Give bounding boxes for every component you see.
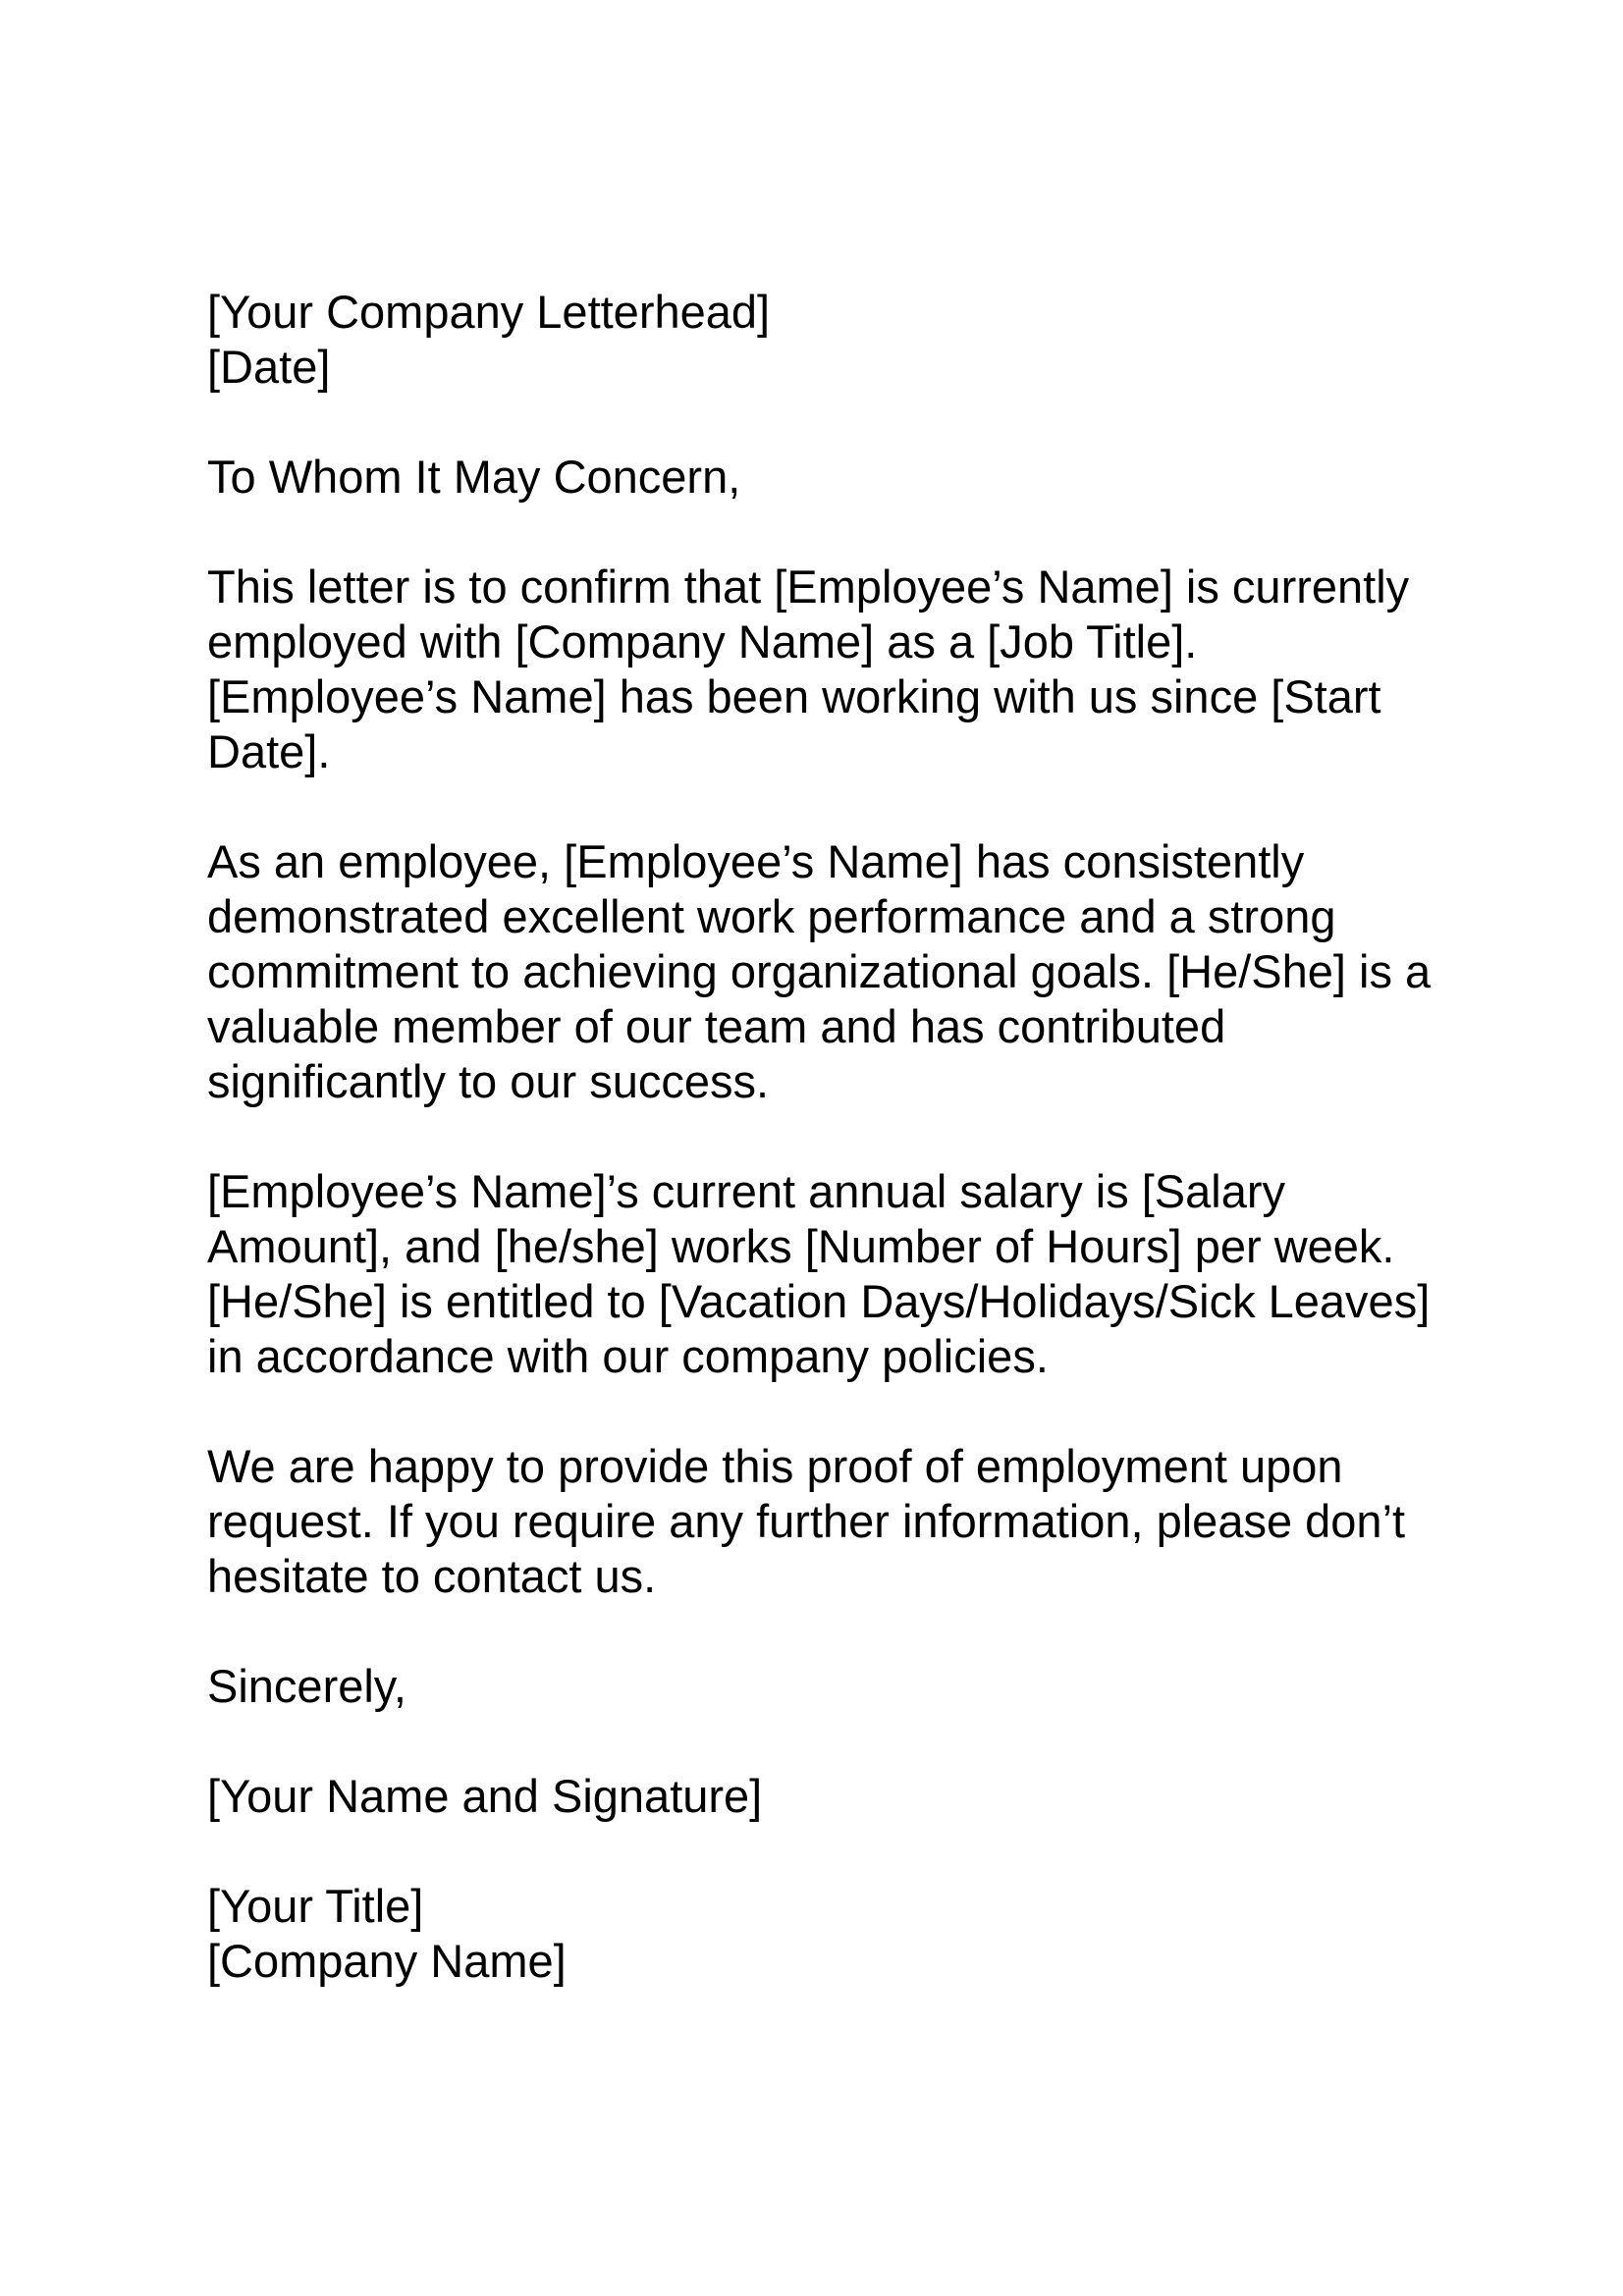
paragraph-line: This letter is to confirm that [Employee’s Name] is currently [207,561,1410,613]
spacer [207,395,1503,450]
paragraph-line: [Employee’s Name]’s current annual salary is [Salary [207,1165,1286,1217]
paragraph-line: hesitate to contact us. [207,1550,657,1602]
date-placeholder: [Date] [207,341,331,393]
paragraph-line: [Employee’s Name] has been working with us since [Start [207,670,1381,722]
paragraph-employment-confirmation [207,560,1503,779]
paragraph-line: As an employee, [Employee’s Name] has consistently [207,835,1305,887]
paragraph-line: request. If you require any further information, please don’t [207,1495,1406,1547]
sender-block [207,1879,1503,1989]
paragraph-line: significantly to our success. [207,1055,770,1107]
spacer [207,505,1503,560]
paragraph-compensation [207,1164,1503,1384]
paragraph-line: We are happy to provide this proof of employment upon [207,1440,1343,1492]
paragraph-line: employed with [Company Name] as a [Job Title]. [207,615,1198,667]
paragraph-line: in accordance with our company policies. [207,1330,1049,1382]
paragraph-performance [207,834,1503,1109]
paragraph-line: valuable member of our team and has contributed [207,1000,1226,1052]
salutation: To Whom It May Concern, [207,451,741,503]
letterhead-placeholder: [Your Company Letterhead] [207,286,771,338]
paragraph-line: commitment to achieving organizational goals. [He/She] is a [207,945,1432,997]
spacer [207,1604,1503,1659]
paragraph-contact [207,1439,1503,1604]
letter-header [207,285,1503,395]
letter-body [207,285,1503,1989]
signature-placeholder: [Your Name and Signature] [207,1770,763,1822]
spacer [207,1824,1503,1879]
spacer [207,779,1503,834]
spacer [207,1714,1503,1769]
sender-title: [Your Title] [207,1880,424,1932]
spacer [207,1109,1503,1164]
sender-company: [Company Name] [207,1935,567,1987]
paragraph-line: demonstrated excellent work performance and a strong [207,890,1336,942]
paragraph-line: [He/She] is entitled to [Vacation Days/Holidays/Sick Leaves] [207,1275,1431,1327]
spacer [207,1384,1503,1439]
paragraph-line: Date]. [207,725,331,777]
closing: Sincerely, [207,1660,406,1712]
paragraph-line: Amount], and [he/she] works [Number of Hours] per week. [207,1220,1395,1272]
